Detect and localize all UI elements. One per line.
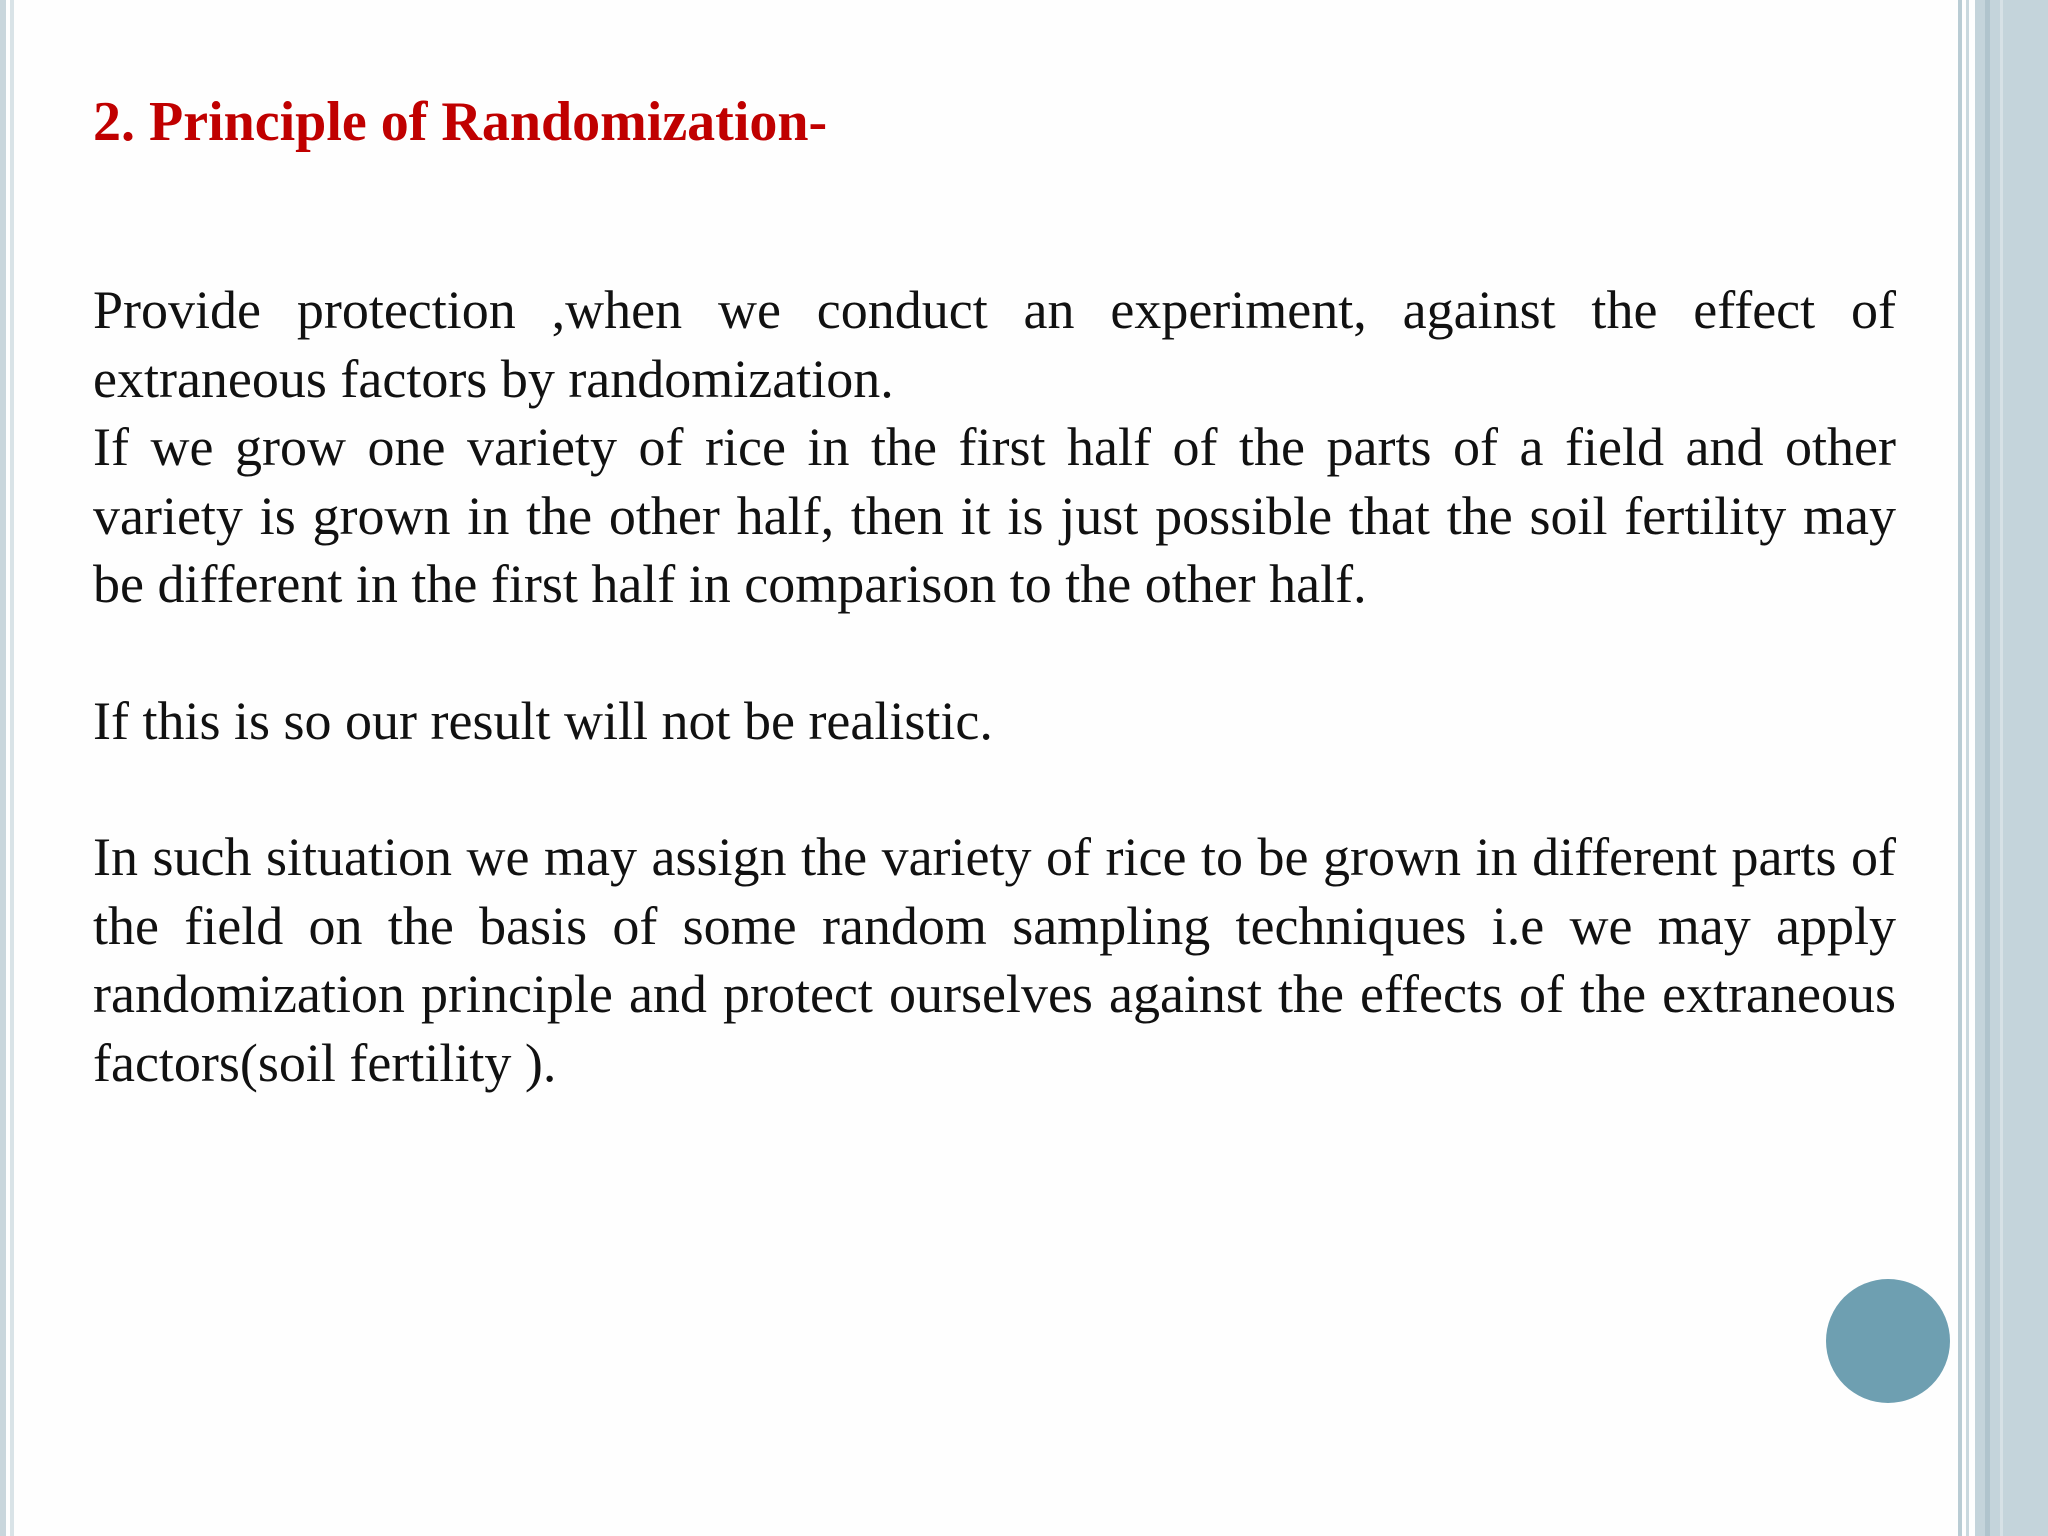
slide-content	[93, 86, 1896, 1097]
paragraph-rice-example: If we grow one variety of rice in the first half of the parts of a field and other variety is grown in the other half, then it is just possible that the soil fertility may be different in the first half in comparison to the other half.	[93, 417, 1896, 614]
slide-title: 2. Principle of Randomization-	[93, 91, 828, 153]
decorative-circle	[1826, 1279, 1950, 1403]
paragraph-result: If this is so our result will not be realistic.	[93, 690, 993, 751]
left-border-line-inner	[10, 0, 14, 1536]
paragraph-protection: Provide protection ,when we conduct an experiment, against the effect of extraneous factors by randomization.	[93, 280, 1896, 409]
right-band-stripe	[1985, 0, 1990, 1536]
right-border-line	[1958, 0, 1962, 1536]
left-border-line	[0, 0, 6, 1536]
paragraph-situation: In such situation we may assign the variety of rice to be grown in different parts of the field on the basis of some random sampling techniques i.e we may apply randomization principle and protect ourselves against the effects of the extraneous factors(soil fertility ).	[93, 827, 1896, 1093]
right-band-stripe-light	[2000, 0, 2003, 1536]
right-border-line-inner	[1966, 0, 1969, 1536]
